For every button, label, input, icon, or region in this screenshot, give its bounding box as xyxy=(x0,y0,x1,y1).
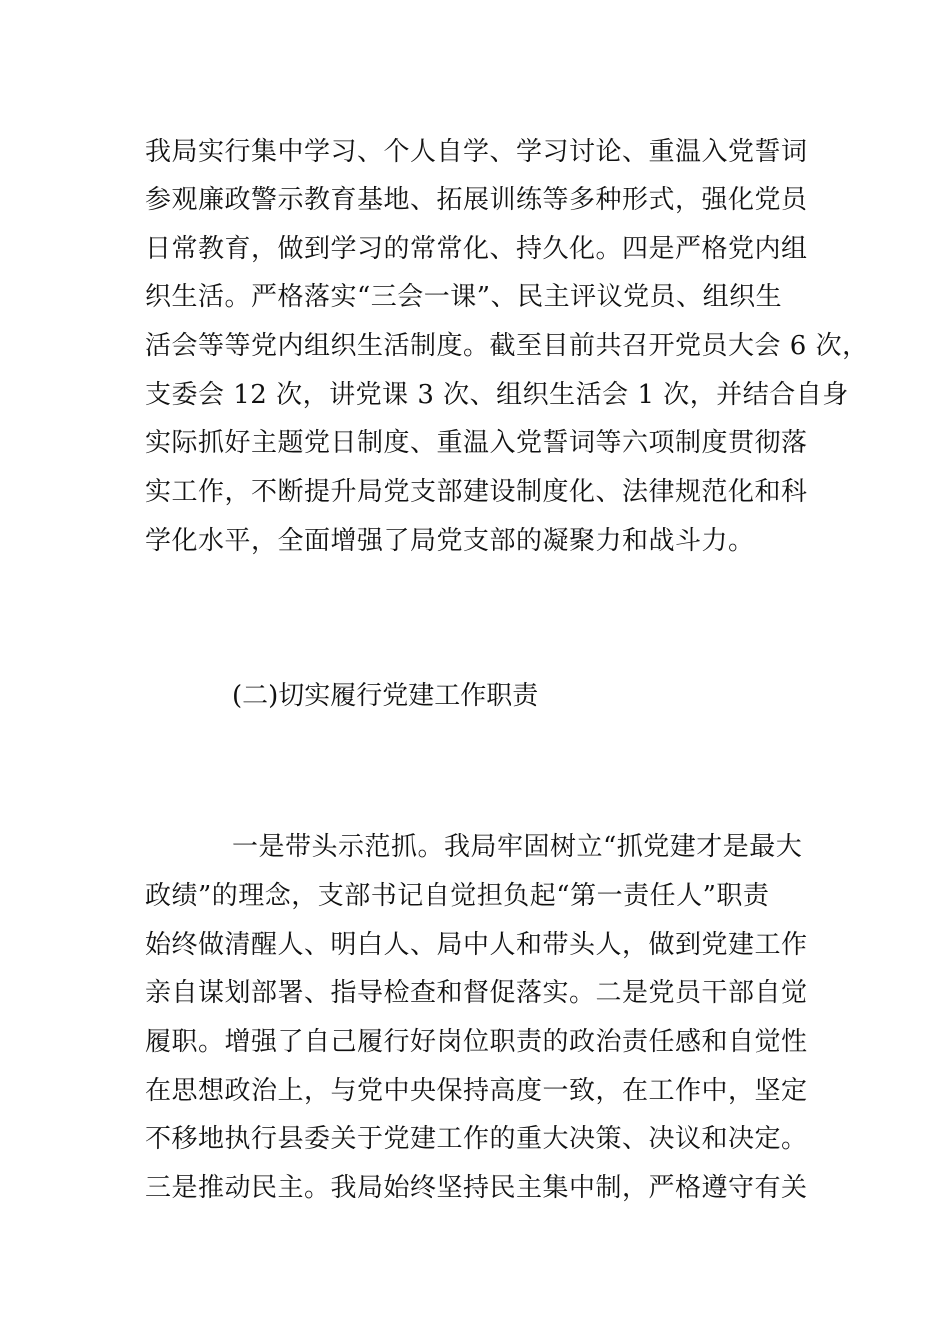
paragraph2-line-1: 一是带头示范抓。我局牢固树立“抓党建才是最大 xyxy=(232,832,803,862)
paragraph2-line-8: 三是推动民主。我局始终坚持民主集中制，严格遵守有关 xyxy=(145,1173,808,1203)
paragraph1-line-7: 实际抓好主题党日制度、重温入党誓词等六项制度贯彻落 xyxy=(145,428,808,458)
paragraph1-line-4: 织生活。严格落实“三会一课”、民主评议党员、组织生 xyxy=(145,282,783,312)
paragraph1-line-1: 我局实行集中学习、个人自学、学习讨论、重温入党誓词 xyxy=(145,137,808,167)
paragraph1-line-6: 支委会 12 次，讲党课 3 次、组织生活会 1 次，并结合自身 xyxy=(145,380,849,410)
paragraph1-line-9: 学化水平，全面增强了局党支部的凝聚力和战斗力。 xyxy=(145,526,755,556)
paragraph1-line-8: 实工作，不断提升局党支部建设制度化、法律规范化和科 xyxy=(145,477,808,507)
paragraph2-line-6: 在思想政治上，与党中央保持高度一致，在工作中，坚定 xyxy=(145,1076,808,1106)
paragraph1-line-2: 参观廉政警示教育基地、拓展训练等多种形式，强化党员 xyxy=(145,185,808,215)
section-heading: (二)切实履行党建工作职责 xyxy=(232,681,539,711)
paragraph2-line-3: 始终做清醒人、明白人、局中人和带头人，做到党建工作 xyxy=(145,930,808,960)
paragraph1-line-5: 活会等等党内组织生活制度。截至目前共召开党员大会 6 次， xyxy=(145,331,869,361)
paragraph2-line-4: 亲自谋划部署、指导检查和督促落实。二是党员干部自觉 xyxy=(145,978,808,1008)
paragraph1-line-3: 日常教育，做到学习的常常化、持久化。四是严格党内组 xyxy=(145,234,808,264)
paragraph2-line-5: 履职。增强了自己履行好岗位职责的政治责任感和自觉性 xyxy=(145,1027,808,1057)
paragraph2-line-7: 不移地执行县委关于党建工作的重大决策、决议和决定。 xyxy=(145,1124,808,1154)
paragraph2-line-2: 政绩”的理念，支部书记自觉担负起“第一责任人”职责 xyxy=(145,881,770,911)
